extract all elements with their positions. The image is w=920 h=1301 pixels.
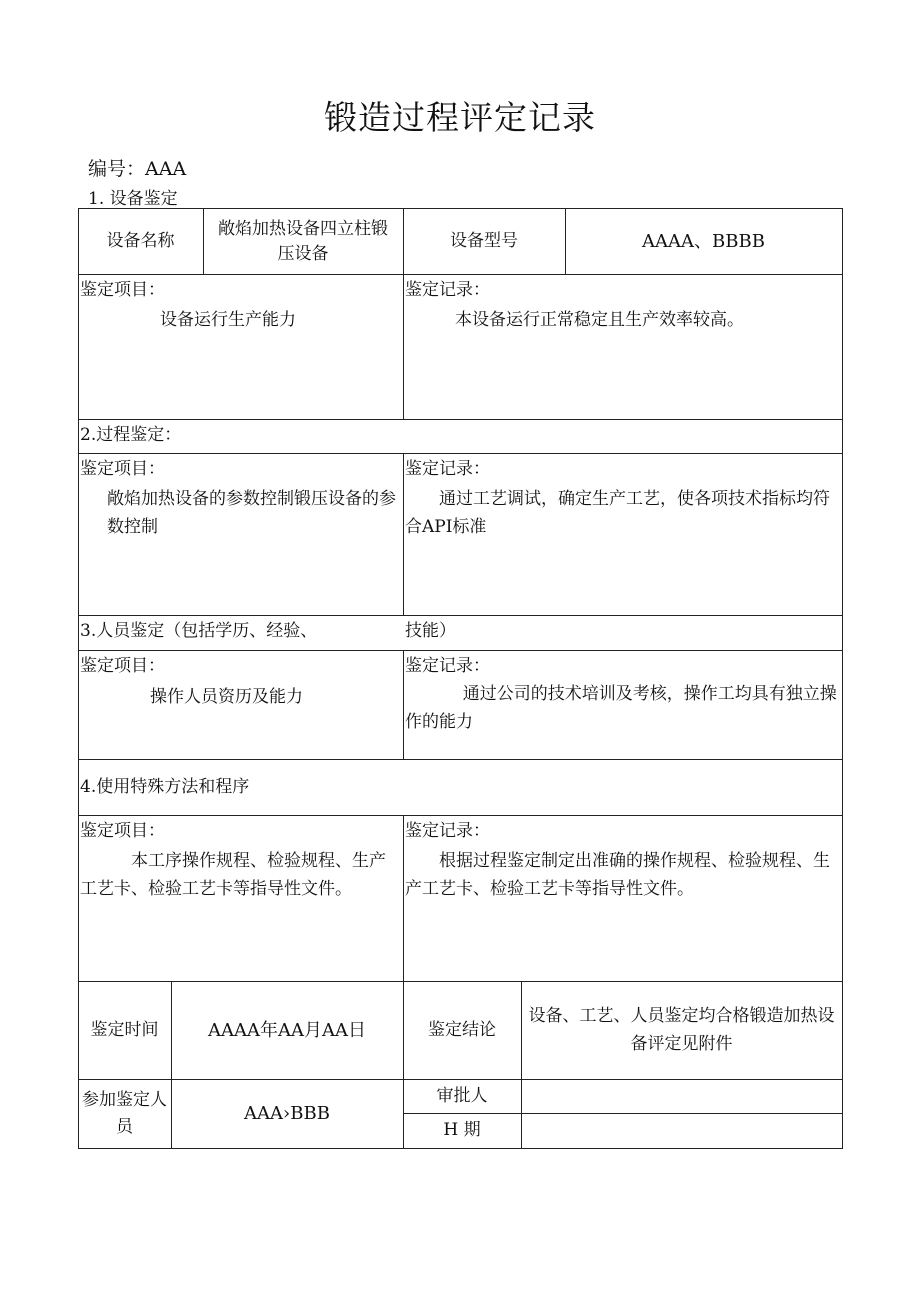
sec2-heading: 2.过程鉴定： xyxy=(80,425,182,445)
sec1-record-label: 鉴定记录： xyxy=(405,280,490,300)
equipment-name-label: 设备名称 xyxy=(106,230,175,251)
conclusion-value: 设备、工艺、人员鉴定均合格锻造加热设备评定见附件 xyxy=(528,1006,835,1054)
sec1-item-text: 设备运行生产能力 xyxy=(160,310,296,330)
date-label: H 期 xyxy=(443,1120,481,1140)
equipment-model-value: AAAA、BBBB xyxy=(642,230,765,252)
participants-value: AAA›BBB xyxy=(244,1103,330,1124)
time-value: AAAA年AA月AA日 xyxy=(208,1019,366,1041)
sec3-item-text: 操作人员资历及能力 xyxy=(150,687,303,707)
date-value[interactable] xyxy=(521,1113,842,1148)
sec4-heading: 4.使用特殊方法和程序 xyxy=(80,777,250,797)
approver-label: 审批人 xyxy=(436,1085,488,1106)
sec3-heading-cont: 技能） xyxy=(405,621,456,641)
equipment-name-value: 敞焰加热设备四立柱锻压设备 xyxy=(218,219,388,264)
section-1-heading: 1. 设备鉴定 xyxy=(88,189,178,209)
sec4-item-label: 鉴定项目： xyxy=(80,821,165,841)
sec2-item-text: 敞焰加热设备的参数控制锻压设备的参数控制 xyxy=(107,489,396,537)
sec2-record-text: 通过工艺调试，确定生产工艺，使各项技术指标均符合API标准 xyxy=(405,489,830,537)
sec1-item-label: 鉴定项目： xyxy=(80,280,165,300)
equipment-model-label: 设备型号 xyxy=(450,230,518,251)
approver-value[interactable] xyxy=(521,1079,842,1113)
sec3-heading: 3.人员鉴定（包括学历、经验、 xyxy=(80,621,318,641)
sec2-item-label: 鉴定项目： xyxy=(80,459,165,479)
sec3-item-label: 鉴定项目： xyxy=(80,656,165,676)
sec3-record-text: 通过公司的技术培训及考核，操作工均具有独立操作的能力 xyxy=(405,684,837,732)
conclusion-label: 鉴定结论 xyxy=(428,1019,496,1040)
sec1-record-text: 本设备运行正常稳定且生产效率较高。 xyxy=(455,310,744,330)
sec3-record-label: 鉴定记录： xyxy=(405,656,490,676)
sec2-record-label: 鉴定记录： xyxy=(405,459,490,479)
sec4-item-text: 本工序操作规程、检验规程、生产工艺卡、检验工艺卡等指导性文件。 xyxy=(80,851,386,899)
sec4-record-text: 根据过程鉴定制定出准确的操作规程、检验规程、生产工艺卡、检验工艺卡等指导性文件。 xyxy=(405,851,830,899)
time-label: 鉴定时间 xyxy=(90,1019,159,1040)
document-number: 编号：AAA xyxy=(88,158,187,180)
page-title: 锻造过程评定记录 xyxy=(324,98,596,137)
participants-label: 参加鉴定人员 xyxy=(82,1089,167,1137)
sec4-record-label: 鉴定记录： xyxy=(405,821,490,841)
